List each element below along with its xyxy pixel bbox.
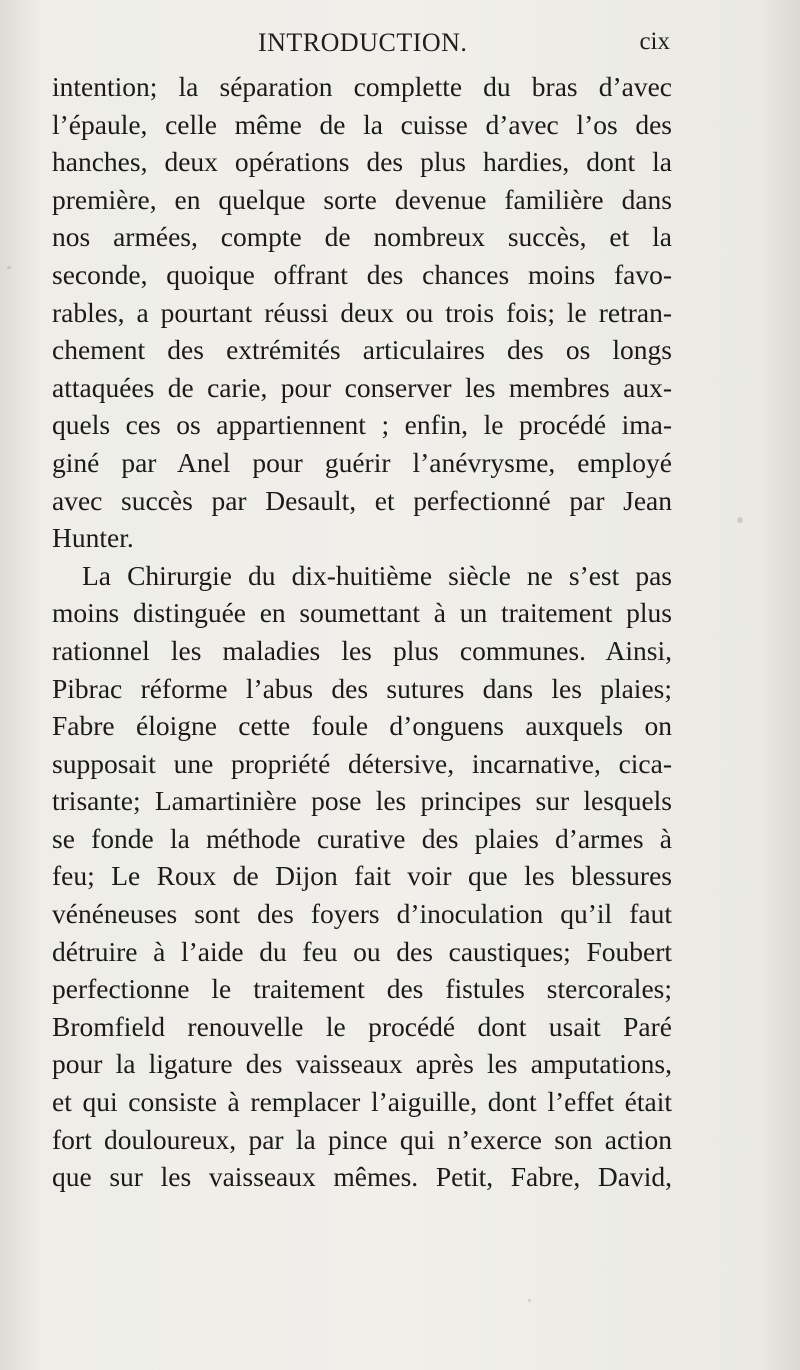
text-line: perfectionne le traitement des fistules stercorales; — [52, 973, 672, 1005]
text-line: trisante; Lamartinière pose les principes sur lesquels — [52, 785, 672, 817]
page-number: cix — [639, 28, 670, 55]
text-line: hanches, deux opérations des plus hardies, dont la — [52, 146, 672, 178]
text-line: intention; la séparation complette du bras d’avec — [52, 71, 672, 102]
paper-spot — [528, 1299, 531, 1302]
text-line: vénéneuses sont des foyers d’inoculation qu’il faut — [52, 898, 672, 930]
text-line: rables, a pourtant réussi deux ou trois fois; le retran- — [52, 296, 672, 328]
text-line: se fonde la méthode curative des plaies d’armes à — [52, 822, 672, 854]
text-line: giné par Anel pour guérir l’anévrysme, employé — [52, 446, 672, 478]
text-line: moins distinguée en soumettant à un traitement plus — [52, 597, 672, 629]
text-line: La Chirurgie du dix-huitième siècle ne s’est pas — [82, 559, 672, 591]
text-line: feu; Le Roux de Dijon fait voir que les blessures — [52, 860, 672, 892]
body-text — [52, 68, 672, 1196]
text-line: Pibrac réforme l’abus des sutures dans les plaies; — [52, 672, 672, 704]
paragraph-2 — [52, 557, 672, 1196]
text-line: Hunter. — [52, 522, 134, 554]
text-line: nos armées, compte de nombreux succès, et la — [52, 221, 672, 253]
text-line: quels ces os appartiennent ; enfin, le procédé ima- — [52, 409, 672, 441]
text-line: fort douloureux, par la pince qui n’exerce son action — [52, 1123, 672, 1155]
text-line: supposait une propriété détersive, incarnative, cica- — [52, 747, 672, 779]
text-line: chement des extrémités articulaires des os longs — [52, 334, 672, 366]
text-line: Bromfield renouvelle le procédé dont usait Paré — [52, 1010, 672, 1042]
text-line: attaquées de carie, pour conserver les membres aux- — [52, 371, 672, 403]
text-line: et qui consiste à remplacer l’aiguille, dont l’effet était — [52, 1086, 672, 1118]
text-line: pour la ligature des vaisseaux après les amputations, — [52, 1048, 672, 1080]
paragraph-1 — [52, 68, 672, 557]
text-line: que sur les vaisseaux mêmes. Petit, Fabre, David, — [52, 1161, 672, 1193]
text-line: détruire à l’aide du feu ou des caustiques; Foubert — [52, 935, 672, 967]
text-line: première, en quelque sorte devenue familière dans — [52, 183, 672, 215]
paper-spot — [7, 266, 11, 269]
text-line: l’épaule, celle même de la cuisse d’avec l’os des — [52, 108, 672, 140]
text-line: avec succès par Desault, et perfectionné par Jean — [52, 484, 672, 516]
running-head — [52, 28, 672, 64]
text-line: rationnel les maladies les plus communes. Ainsi, — [52, 634, 672, 666]
text-line: Fabre éloigne cette foule d’onguens auxquels on — [52, 710, 672, 742]
paper-spot — [737, 517, 743, 523]
running-title: INTRODUCTION. — [258, 28, 468, 57]
text-line: seconde, quoique offrant des chances moins favo- — [52, 258, 672, 290]
